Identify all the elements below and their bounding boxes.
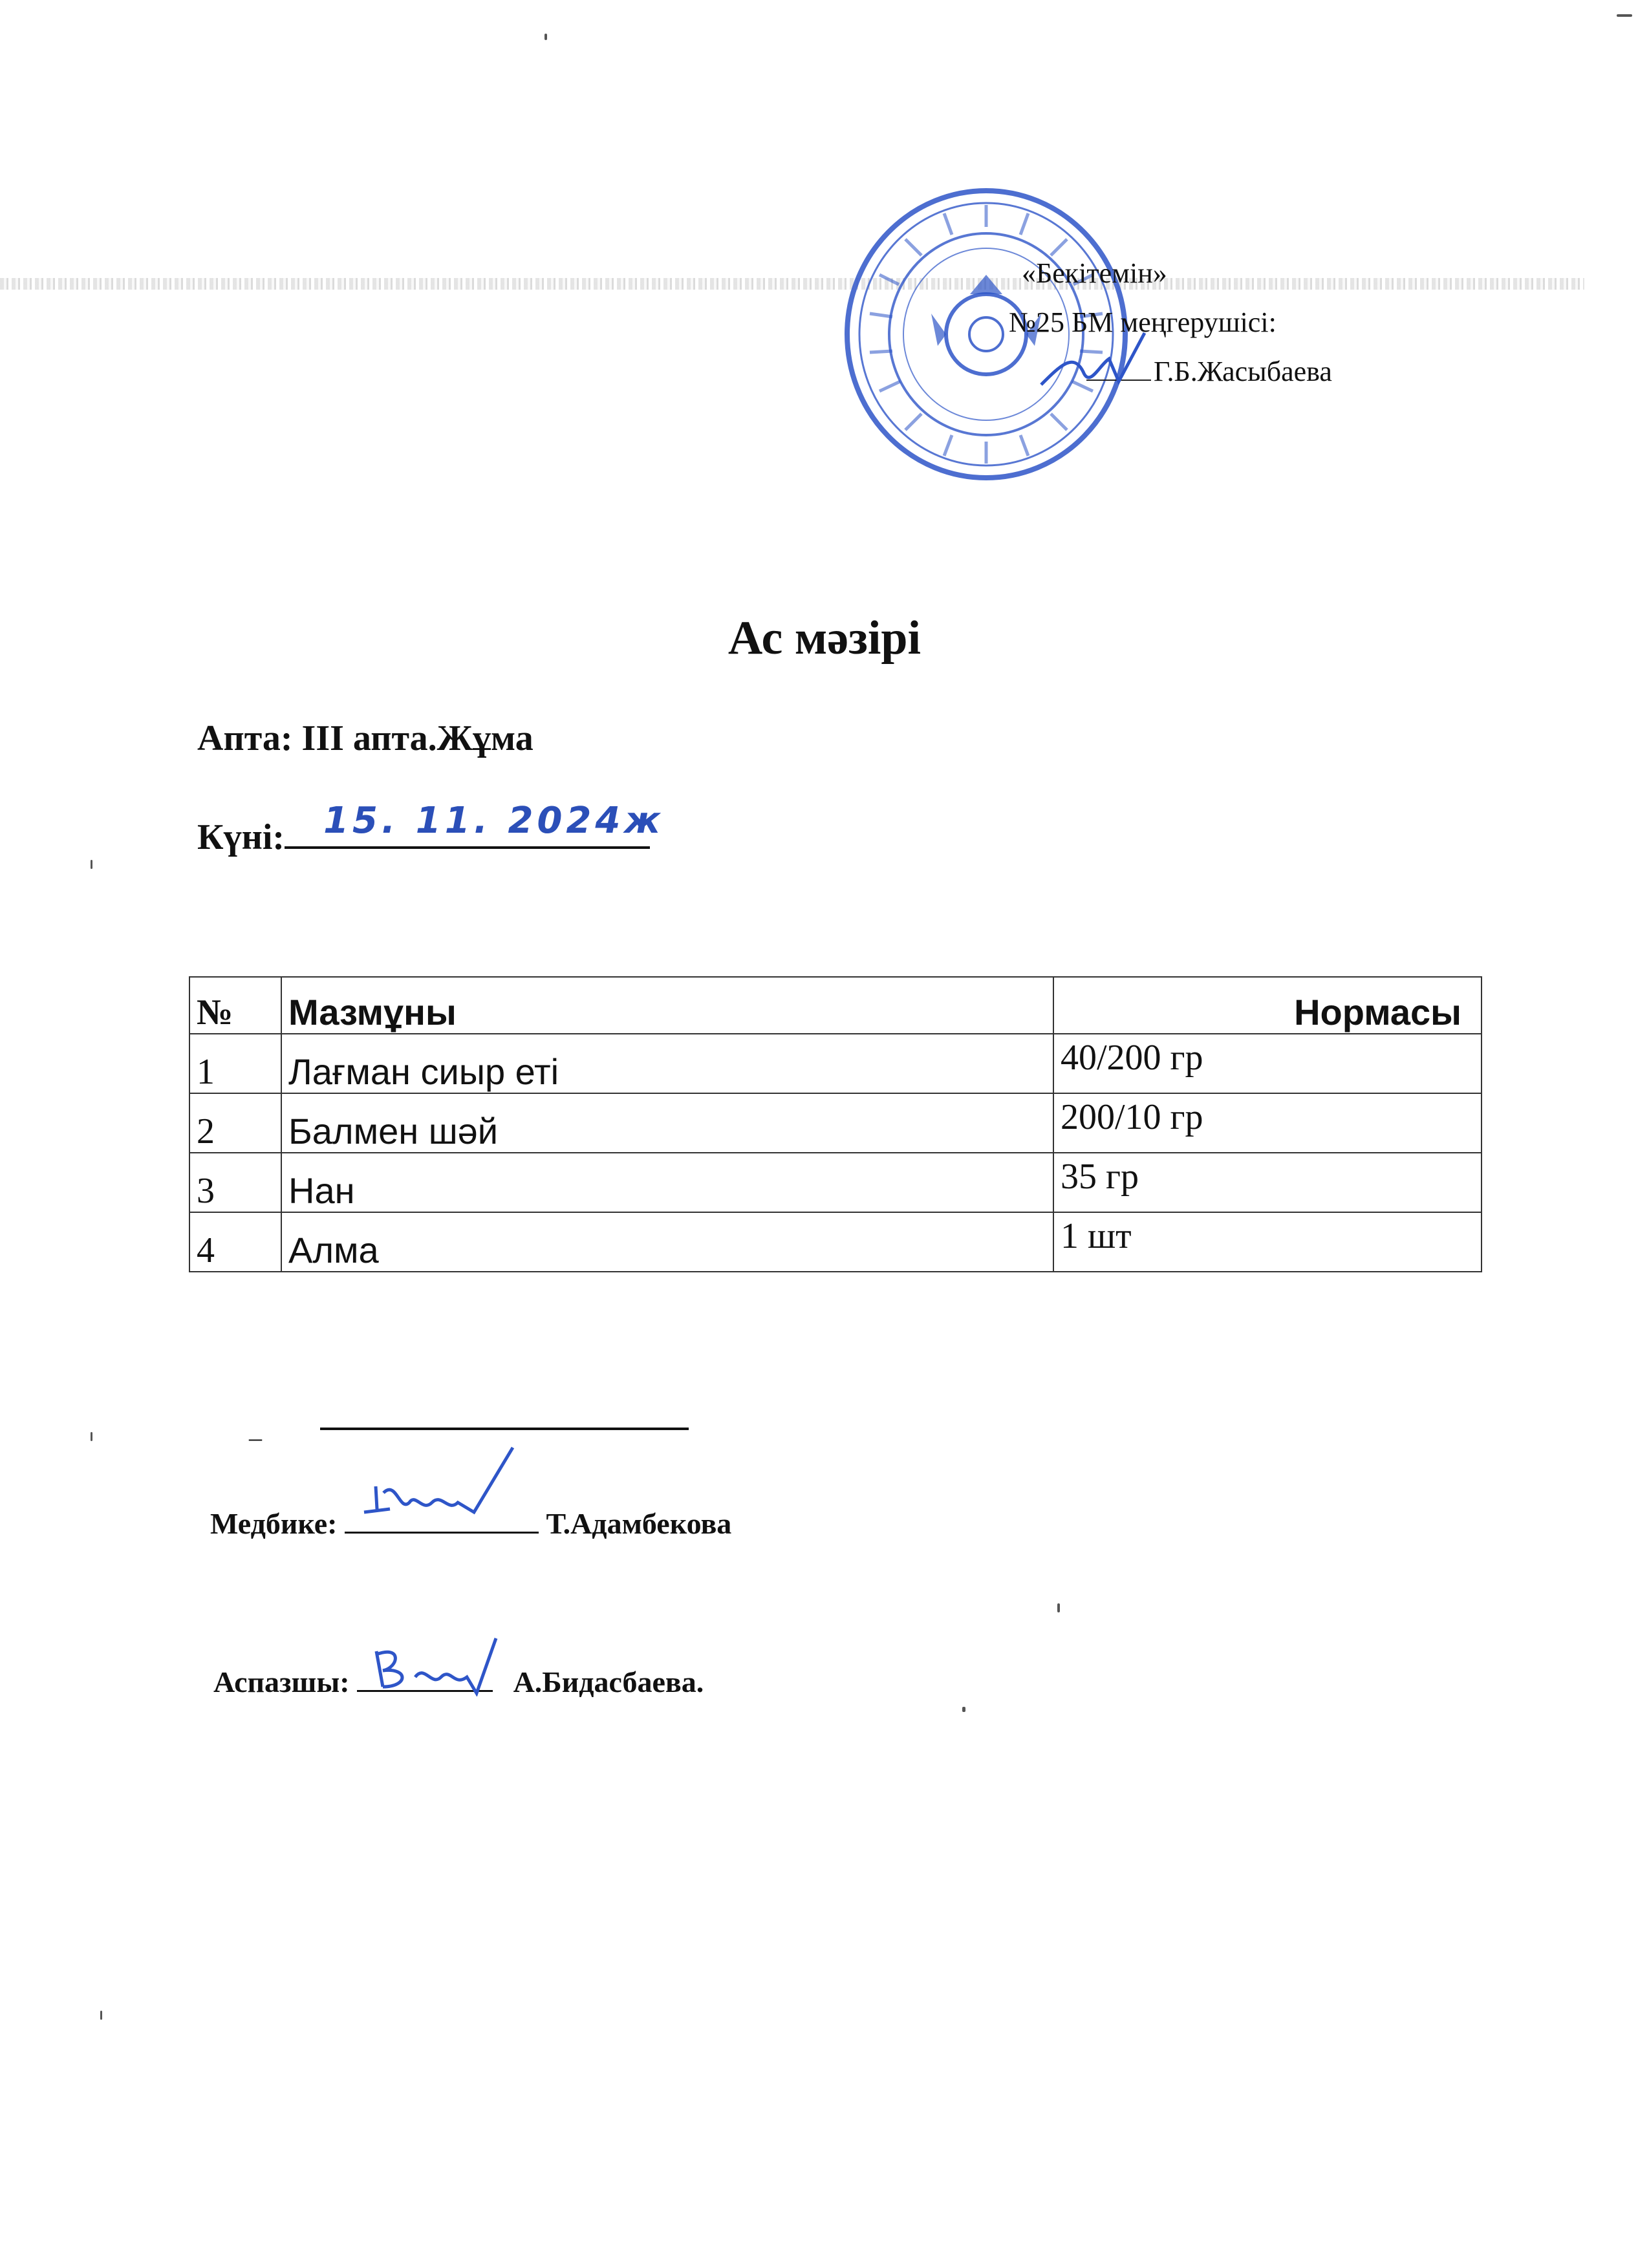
date-value: 15. 11. 2024ж bbox=[323, 800, 665, 842]
row-content: Лағман сиыр еті bbox=[281, 1034, 1053, 1093]
row-num: 1 bbox=[189, 1034, 281, 1093]
cook-signature-icon bbox=[363, 1625, 506, 1696]
row-content: Алма bbox=[281, 1212, 1053, 1272]
stray-dash: – bbox=[249, 1423, 262, 1452]
approval-heading: «Бекітемін» bbox=[1022, 257, 1167, 289]
date-field bbox=[285, 800, 665, 849]
table-row bbox=[189, 1153, 1482, 1212]
scan-speck bbox=[91, 1432, 92, 1441]
approval-signer-name: Г.Б.Жасыбаева bbox=[1154, 356, 1332, 387]
approval-signature-icon bbox=[1035, 326, 1164, 404]
cook-label: Аспазшы: bbox=[213, 1665, 350, 1698]
scan-speck bbox=[544, 34, 547, 40]
nurse-signature-row bbox=[210, 1503, 731, 1541]
table-row bbox=[189, 1034, 1482, 1093]
row-content: Нан bbox=[281, 1153, 1053, 1212]
scan-speck bbox=[100, 2011, 102, 2020]
nurse-name: Т.Адамбекова bbox=[546, 1507, 732, 1540]
blank-signature-line bbox=[320, 1428, 689, 1430]
nurse-signature-field bbox=[345, 1503, 539, 1534]
date-row bbox=[197, 800, 665, 858]
header-num: № bbox=[189, 977, 281, 1034]
week-label: Апта: ІІІ апта.Жұма bbox=[197, 718, 534, 758]
approval-position: №25 БМ меңгерушісі: bbox=[1009, 306, 1277, 338]
table-row bbox=[189, 1093, 1482, 1153]
table-row bbox=[189, 1212, 1482, 1272]
date-label: Күні: bbox=[197, 817, 285, 857]
table-header-row bbox=[189, 977, 1482, 1034]
row-content: Балмен шәй bbox=[281, 1093, 1053, 1153]
scan-speck bbox=[91, 860, 92, 869]
cook-signature-row bbox=[213, 1662, 704, 1699]
nurse-label: Медбике: bbox=[210, 1507, 338, 1540]
header-content: Мазмұны bbox=[281, 977, 1053, 1034]
row-norm: 200/10 гр bbox=[1053, 1093, 1482, 1153]
scan-speck bbox=[962, 1707, 965, 1712]
row-num: 2 bbox=[189, 1093, 281, 1153]
cook-name: А.Бидасбаева. bbox=[513, 1665, 704, 1698]
nurse-signature-icon bbox=[351, 1441, 519, 1538]
row-norm: 40/200 гр bbox=[1053, 1034, 1482, 1093]
cook-signature-field bbox=[357, 1662, 493, 1692]
menu-table bbox=[189, 976, 1482, 1272]
page-title: Ас мәзірі bbox=[727, 612, 921, 665]
row-num: 3 bbox=[189, 1153, 281, 1212]
row-num: 4 bbox=[189, 1212, 281, 1272]
header-norm: Нормасы bbox=[1053, 977, 1482, 1034]
row-norm: 35 гр bbox=[1053, 1153, 1482, 1212]
row-norm: 1 шт bbox=[1053, 1212, 1482, 1272]
scan-speck bbox=[1617, 14, 1632, 17]
scan-speck bbox=[1057, 1603, 1060, 1612]
